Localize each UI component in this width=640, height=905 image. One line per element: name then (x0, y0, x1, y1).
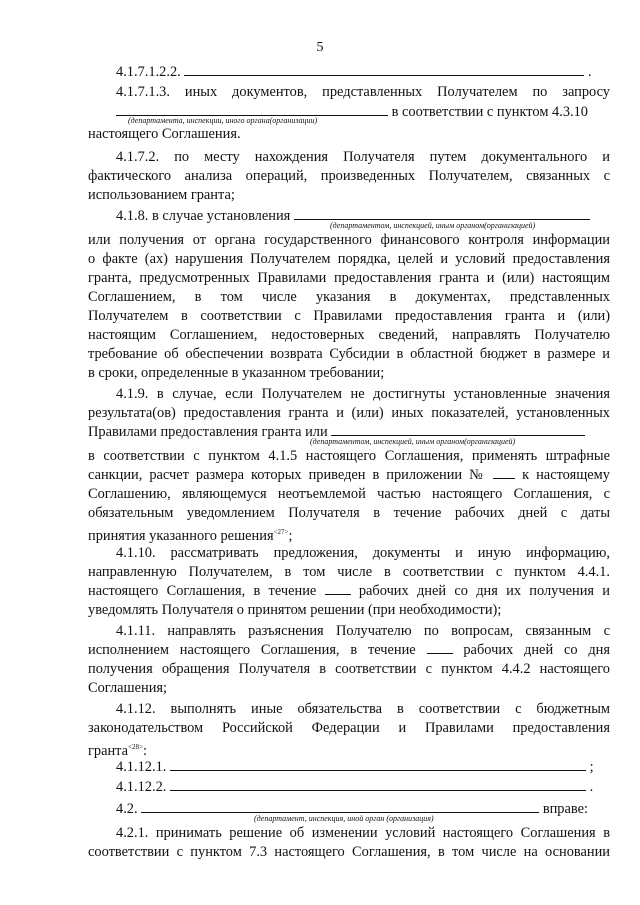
paragraph-line: в соответствии с пунктом 4.1.5 настоящего Соглашения, применять штрафные (88, 448, 610, 464)
clause-number: 4.2. (116, 801, 138, 817)
punctuation: . (589, 779, 594, 795)
text-fragment: настоящего Соглашения, в течение (88, 583, 317, 599)
paragraph-line: Соглашением, в том числе указания в документах, представленных (88, 289, 610, 305)
text-fragment: рабочих дней со дня (463, 642, 611, 658)
clause-4-2-1: 4.2.1. принимать решение об изменении условий настоящего Соглашения в (116, 825, 610, 841)
paragraph-line: результата(ов) предоставления гранта и (или) иных показателей, установленных (88, 405, 610, 421)
clause-4-1-10: 4.1.10. рассматривать предложения, документы и иную информацию, (116, 545, 610, 561)
paragraph-line: Соглашения; (88, 680, 168, 696)
paragraph-line: обязательным уведомлением Получателя в течение рабочих дней с даты (88, 505, 610, 521)
text-fragment: в соответствии с пунктом 4.3.10 (391, 104, 588, 120)
paragraph-line: Соглашению, являющемуся неотъемлемой частью настоящего Соглашения, с (88, 486, 610, 502)
clause-4-1-11: 4.1.11. направлять разъяснения Получателю по вопросам, связанным с (116, 623, 610, 639)
clause-4-1-12-2 (116, 778, 610, 797)
paragraph-line: законодательством Российской Федерации и Правилами предоставления (88, 720, 610, 736)
paragraph-line (88, 582, 610, 601)
paragraph-line: настоящего Соглашения. (88, 126, 241, 142)
blank-line (170, 778, 586, 791)
punctuation: . (587, 64, 592, 80)
blank-caption: (департамент, инспекция, иной орган (организация) (254, 814, 434, 823)
text-fragment: Правилами предоставления гранта или (88, 424, 328, 440)
clause-4-1-7-1-2-2 (116, 63, 610, 82)
page-number: 5 (316, 40, 324, 55)
clause-4-1-9: 4.1.9. в случае, если Получателем не достигнуты установленные значения (116, 386, 610, 402)
text-fragment: гранта (88, 742, 129, 759)
paragraph-line: использованием гранта; (88, 187, 235, 203)
paragraph-line: направленную Получателем, в том числе в соответствии с пунктом 4.4.1. (88, 564, 610, 580)
clause-4-1-12: 4.1.12. выполнять иные обязательства в соответствии с бюджетным (116, 701, 610, 717)
paragraph-line: гранта, предусмотренных Правилами предоставления гранта и (или) настоящим (88, 270, 610, 286)
blank-line (116, 103, 388, 116)
clause-4-1-12-1 (116, 758, 610, 777)
paragraph-line (88, 466, 610, 485)
clause-4-1-7-2: 4.1.7.2. по месту нахождения Получателя путем документального и (116, 149, 610, 165)
text-fragment: рабочих дней со дня их получения и (358, 583, 610, 599)
blank-line (141, 800, 539, 813)
text-fragment: санкции, расчет размера которых приведен в приложении № (88, 467, 487, 483)
text-fragment: 4.1.8. в случае установления (116, 208, 291, 224)
blank-line (331, 423, 585, 436)
blank-caption: (департамента, инспекции, иного органа(организации) (128, 116, 318, 125)
paragraph-line: в сроки, определенные в указанном требовании; (88, 365, 385, 381)
clause-number: 4.1.7.1.2.2. (116, 64, 181, 80)
paragraph-line: или получения от органа государственного финансового контроля информации (88, 232, 610, 248)
blank-line (184, 63, 584, 76)
clause-number: 4.1.12.2. (116, 779, 167, 795)
paragraph-line (88, 523, 610, 546)
paragraph-line: фактического анализа операций, произведенных Получателем, связанных с (88, 168, 610, 184)
paragraph-line: получения обращения Получателя в соответствии с пунктом 4.4.2 настоящего (88, 661, 610, 677)
blank-line (170, 758, 586, 771)
paragraph-line: о факте (ах) нарушения Получателем порядка, целей и условий предоставления (88, 251, 610, 267)
paragraph-line: Получателем в соответствии с Правилами предоставления гранта и (или) (88, 308, 610, 324)
blank-caption: (департаментом, инспекцией, иным органом(организацией) (310, 437, 516, 446)
punctuation: ; (589, 759, 594, 775)
paragraph-line: уведомлять Получателя о принятом решении (при необходимости); (88, 602, 502, 618)
blank-caption: (департаментом, инспекцией, иным органом(организацией) (330, 221, 536, 230)
paragraph-line: настоящим Соглашением, недостоверных сведений, направлять Получателю (88, 327, 610, 343)
blank-line (325, 582, 351, 595)
text-fragment: исполнением настоящего Соглашения, в течение (88, 642, 416, 658)
paragraph-line (88, 641, 610, 660)
blank-line (493, 466, 515, 479)
punctuation: : (142, 742, 147, 759)
clause-number: 4.1.12.1. (116, 759, 167, 775)
blank-line (294, 207, 590, 220)
footnote-ref: <28> (128, 743, 143, 751)
paragraph-line: требование об обеспечении возврата Субсидии в областной бюджет в размере и (88, 346, 610, 362)
blank-line (427, 641, 453, 654)
text-fragment: принятия указанного решения (88, 527, 274, 544)
text-fragment: к настоящему (522, 467, 610, 483)
text-fragment: вправе: (542, 801, 588, 817)
footnote-ref: <27> (273, 528, 289, 536)
punctuation: ; (288, 527, 293, 544)
paragraph-line: соответствии с пунктом 7.3 настоящего Соглашения, в том числе на основании (88, 844, 610, 860)
clause-4-1-7-1-3: 4.1.7.1.3. иных документов, представленных Получателем по запросу (116, 84, 610, 100)
